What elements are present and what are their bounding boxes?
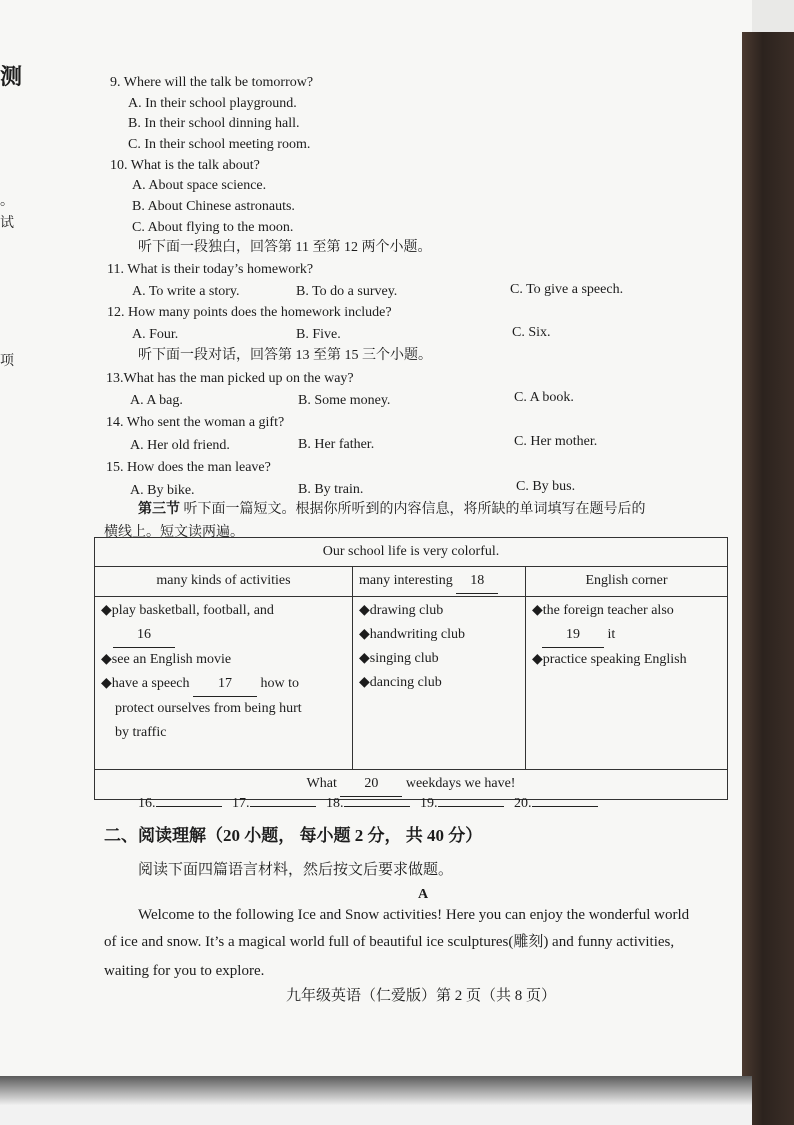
edge-char-1: 测	[0, 64, 23, 89]
q15-option-a: A. By bike.	[130, 483, 195, 498]
col1-cell: ◆play basketball, football, and 16 ◆see an English movie ◆have a speech 17 how to protect ourselves from being hurt by traffic	[95, 597, 353, 770]
q11-option-c: C. To give a speech.	[510, 282, 624, 297]
q13-option-c: C. A book.	[514, 390, 574, 405]
col3-header: English corner	[526, 567, 728, 597]
blank-16[interactable]: 16	[113, 623, 175, 648]
q9-option-a: A. In their school playground.	[128, 96, 297, 111]
q13-option-b: B. Some money.	[298, 393, 391, 408]
blank-17[interactable]: 17	[193, 672, 257, 697]
passage-letter: A	[418, 887, 429, 902]
answer-16[interactable]	[156, 806, 222, 807]
answer-19[interactable]	[438, 806, 504, 807]
edge-char-3: 试	[0, 216, 14, 231]
col1-header: many kinds of activities	[95, 567, 353, 597]
blank-19[interactable]: 19	[542, 623, 604, 648]
q11-question: 11. What is their today’s homework?	[107, 262, 314, 277]
col2-cell: ◆drawing club ◆handwriting club ◆singing club ◆dancing club	[353, 597, 526, 770]
q12-question: 12. How many points does the homework include?	[107, 305, 392, 320]
edge-char-2: 。	[0, 194, 14, 209]
col3-cell: ◆the foreign teacher also 19 it ◆practice speaking English	[526, 597, 728, 770]
q14-option-c: C. Her mother.	[514, 434, 598, 449]
passage-line-2: of ice and snow. It’s a magical world full of beautiful ice sculptures(雕刻) and funny activities,	[104, 934, 675, 950]
table-bottom: What 20 weekdays we have!	[95, 770, 728, 800]
edge-char-4: 项	[0, 354, 14, 369]
q9-question: 9. Where will the talk be tomorrow?	[110, 75, 314, 90]
q13-question: 13.What has the man picked up on the way?	[106, 371, 354, 386]
q10-option-c: C. About flying to the moon.	[132, 220, 294, 235]
q14-option-b: B. Her father.	[298, 437, 375, 452]
col2-header: many interesting 18	[353, 567, 526, 597]
section3-instruction-cont: 横线上。短文读两遍。	[104, 525, 244, 540]
section3-instruction: 听下面一篇短文。根据你所听到的内容信息，将所缺的单词填写在题号后的	[183, 502, 646, 517]
background-edge-bottom	[0, 1076, 752, 1125]
instruction-monologue: 听下面一段独白，回答第 11 至第 12 两个小题。	[138, 240, 432, 255]
q9-option-b: B. In their school dinning hall.	[128, 116, 300, 131]
section3-label: 第三节	[138, 502, 180, 517]
q15-option-b: B. By train.	[298, 482, 364, 497]
passage-line-3: waiting for you to explore.	[104, 963, 265, 979]
q15-question: 15. How does the man leave?	[106, 460, 271, 475]
blank-18[interactable]: 18	[456, 569, 498, 594]
part2-instruction: 阅读下面四篇语言材料，然后按文后要求做题。	[138, 862, 454, 878]
answer-line: 16. 17. 18. 19. 20.	[138, 795, 598, 813]
q10-option-a: A. About space science.	[132, 178, 267, 193]
q14-option-a: A. Her old friend.	[130, 438, 230, 453]
q11-option-a: A. To write a story.	[132, 284, 240, 299]
instruction-dialogue: 听下面一段对话，回答第 13 至第 15 三个小题。	[138, 348, 432, 363]
q13-option-a: A. A bag.	[130, 393, 183, 408]
q11-option-b: B. To do a survey.	[296, 284, 398, 299]
passage-line-1: Welcome to the following Ice and Snow activities! Here you can enjoy the wonderful world	[138, 907, 690, 923]
q9-option-c: C. In their school meeting room.	[128, 137, 311, 152]
q10-option-b: B. About Chinese astronauts.	[132, 199, 295, 214]
answer-20[interactable]	[532, 806, 598, 807]
background-edge-right	[742, 32, 794, 1125]
answer-17[interactable]	[250, 806, 316, 807]
notes-table	[94, 537, 728, 800]
q10-question: 10. What is the talk about?	[110, 158, 260, 173]
q14-question: 14. Who sent the woman a gift?	[106, 415, 285, 430]
answer-18[interactable]	[344, 806, 410, 807]
blank-20[interactable]: 20	[340, 772, 402, 797]
table-title: Our school life is very colorful.	[95, 538, 728, 567]
part2-heading: 二、阅读理解（20 小题， 每小题 2 分， 共 40 分）	[104, 826, 483, 845]
q12-option-a: A. Four.	[132, 327, 179, 342]
q12-option-c: C. Six.	[512, 325, 551, 340]
q15-option-c: C. By bus.	[516, 479, 576, 494]
page-footer: 九年级英语（仁爱版）第 2 页（共 8 页）	[286, 988, 557, 1004]
q12-option-b: B. Five.	[296, 327, 341, 342]
